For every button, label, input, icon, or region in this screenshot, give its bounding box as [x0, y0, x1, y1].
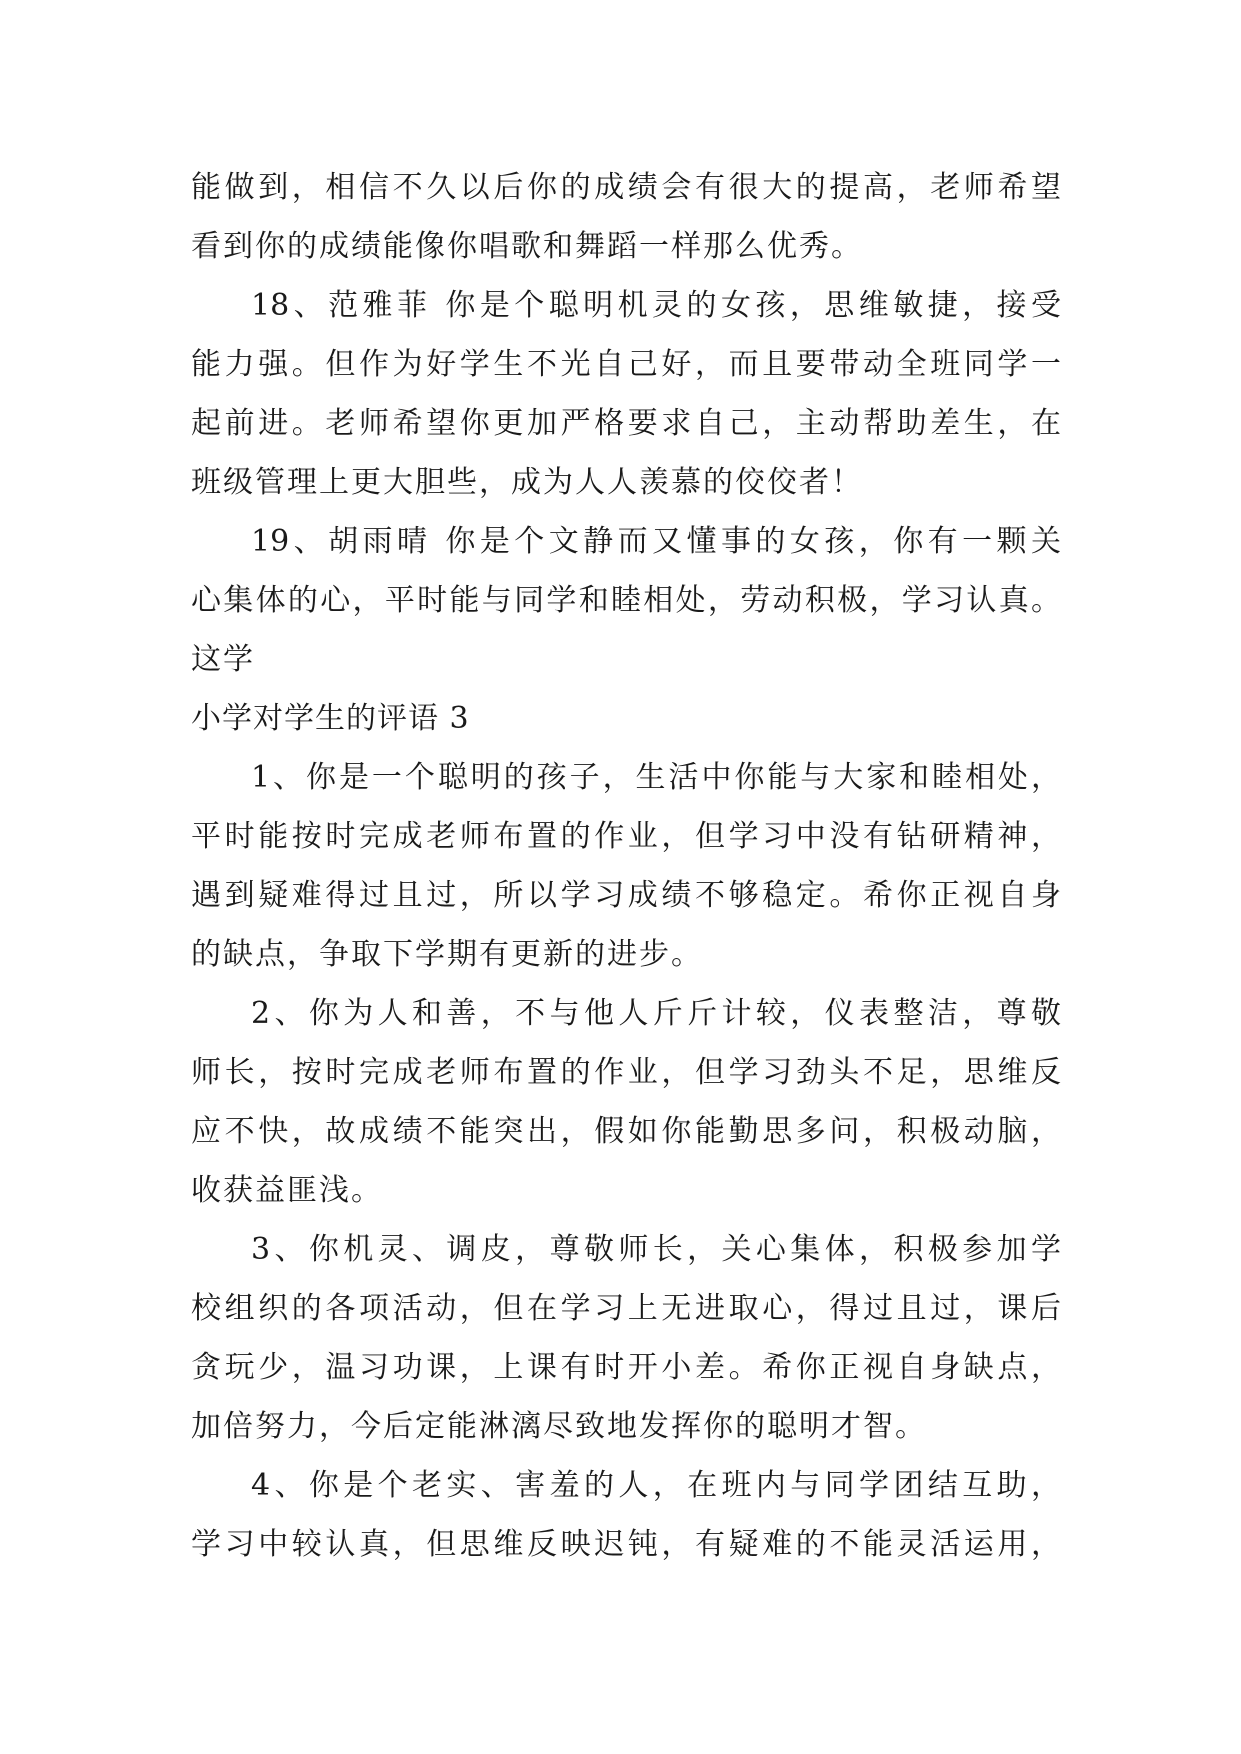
paragraph-2-start: 2、你为人和善，不与他人斤斤计较，仪表整洁，尊敬	[251, 996, 1061, 1031]
text-line: 校组织的各项活动，但在学习上无进取心，得过且过，课后	[191, 1291, 1061, 1326]
text-line: 能力强。但作为好学生不光自己好，而且要带动全班同学一	[191, 347, 1061, 382]
text-line: 学习中较认真，但思维反映迟钝，有疑难的不能灵活运用，	[191, 1527, 1061, 1562]
text-line: 的缺点，争取下学期有更新的进步。	[191, 937, 703, 972]
text-line: 贪玩少，温习功课，上课有时开小差。希你正视自身缺点，	[191, 1350, 1061, 1385]
text-line: 能做到，相信不久以后你的成绩会有很大的提高，老师希望	[191, 170, 1061, 205]
paragraph-4-start: 4、你是个老实、害羞的人，在班内与同学团结互助，	[251, 1468, 1061, 1503]
text-line: 这学	[191, 642, 255, 677]
text-line: 班级管理上更大胆些，成为人人羡慕的佼佼者！	[191, 465, 863, 500]
section-heading: 小学对学生的评语 3	[191, 701, 470, 736]
text-line: 看到你的成绩能像你唱歌和舞蹈一样那么优秀。	[191, 229, 863, 264]
text-line: 平时能按时完成老师布置的作业，但学习中没有钻研精神，	[191, 819, 1061, 854]
paragraph-18-start: 18、范雅菲 你是个聪明机灵的女孩，思维敏捷，接受	[251, 288, 1061, 323]
paragraph-3-start: 3、你机灵、调皮，尊敬师长，关心集体，积极参加学	[251, 1232, 1061, 1267]
text-line: 心集体的心，平时能与同学和睦相处，劳动积极，学习认真。	[191, 583, 1061, 618]
text-line: 收获益匪浅。	[191, 1173, 383, 1208]
text-line: 遇到疑难得过且过，所以学习成绩不够稳定。希你正视自身	[191, 878, 1061, 913]
text-line: 起前进。老师希望你更加严格要求自己，主动帮助差生，在	[191, 406, 1061, 441]
text-line: 应不快，故成绩不能突出，假如你能勤思多问，积极动脑，	[191, 1114, 1061, 1149]
paragraph-1-start: 1、你是一个聪明的孩子，生活中你能与大家和睦相处，	[251, 760, 1061, 795]
text-line: 加倍努力，今后定能淋漓尽致地发挥你的聪明才智。	[191, 1409, 927, 1444]
paragraph-19-start: 19、胡雨晴 你是个文静而又懂事的女孩，你有一颗关	[251, 524, 1061, 559]
text-line: 师长，按时完成老师布置的作业，但学习劲头不足，思维反	[191, 1055, 1061, 1090]
